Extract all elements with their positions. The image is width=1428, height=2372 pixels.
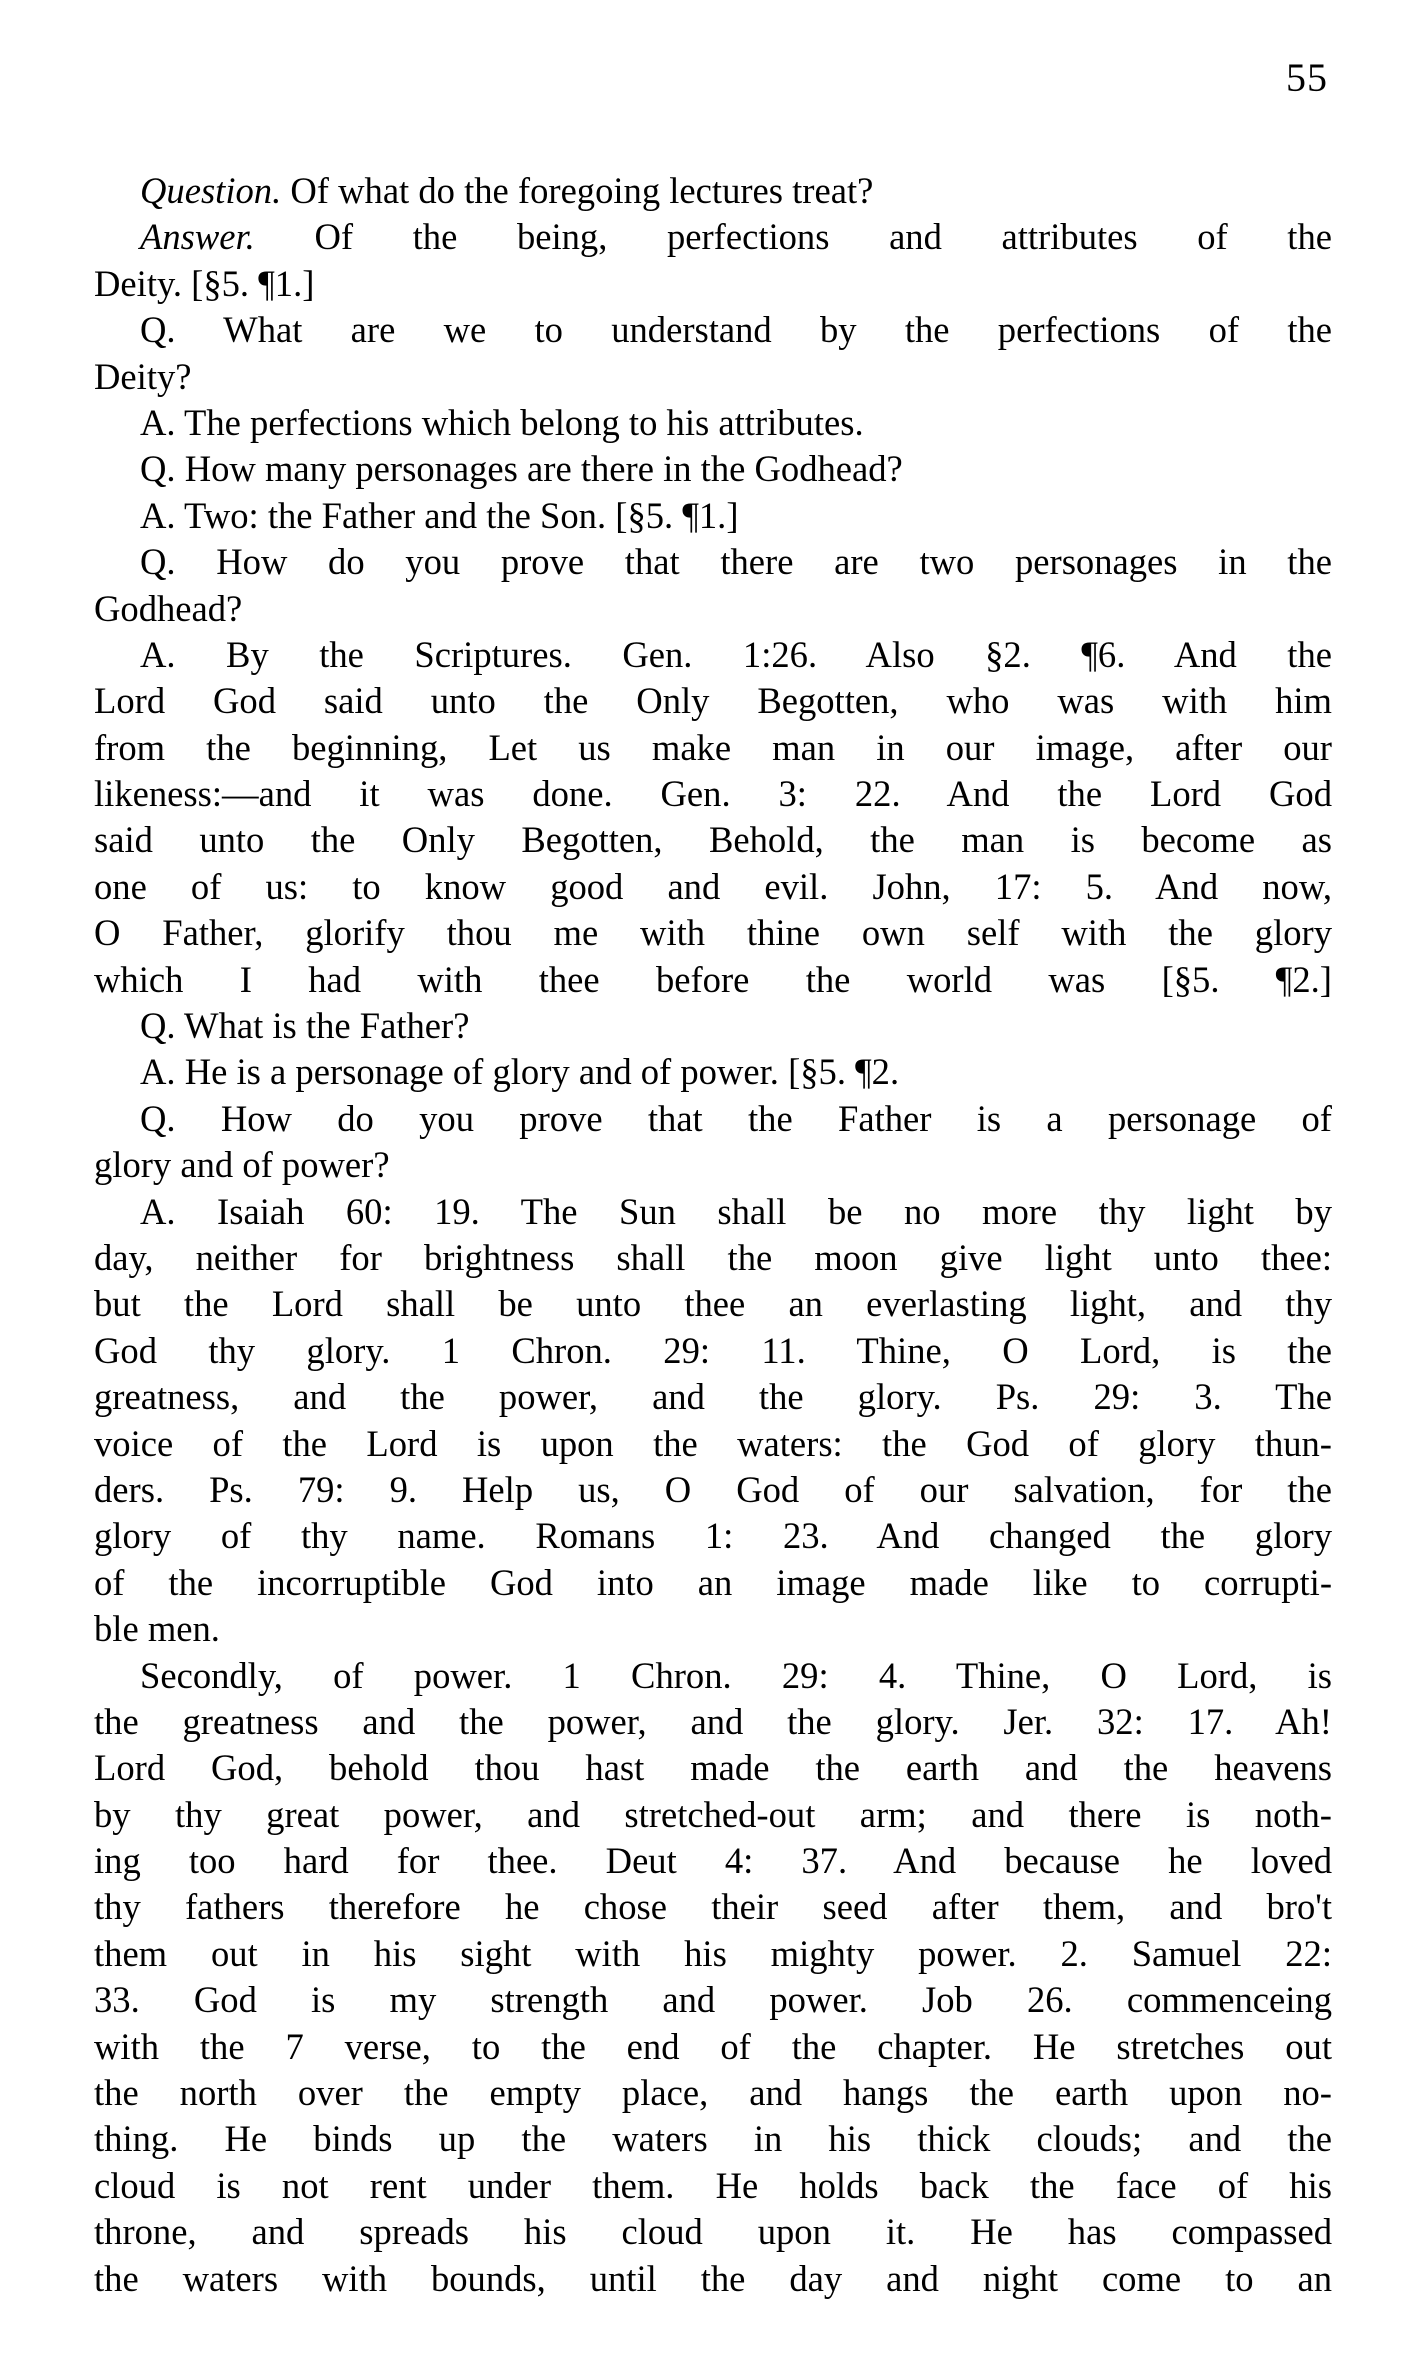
text-line — [94, 1189, 1332, 1235]
line-text: Godhead? — [94, 587, 243, 629]
line-text: Lord God, behold thou hast made the earth and the heavens — [94, 1747, 1332, 1789]
line-lead-label: Answer. — [140, 216, 255, 258]
text-line — [94, 910, 1332, 956]
line-text: throne, and spreads his cloud upon it. He has compassed — [94, 2211, 1332, 2253]
text-line — [94, 1049, 1332, 1095]
text-line — [94, 1421, 1332, 1467]
line-text: Q. What is the Father? — [140, 1005, 470, 1047]
line-text: Lord God said unto the Only Begotten, who was with him — [94, 680, 1332, 722]
line-text: them out in his sight with his mighty power. 2. Samuel 22: — [94, 1932, 1332, 1974]
text-line — [94, 2209, 1332, 2255]
text-line — [94, 493, 1332, 539]
line-text: which I had with thee before the world was [§5. ¶2.] — [94, 958, 1332, 1000]
line-text: the north over the empty place, and hangs the earth upon no- — [94, 2072, 1332, 2114]
text-line — [94, 1699, 1332, 1745]
text-line — [94, 2070, 1332, 2116]
line-text: the greatness and the power, and the glory. Jer. 32: 17. Ah! — [94, 1700, 1332, 1742]
line-text: but the Lord shall be unto thee an everlasting light, and thy — [94, 1283, 1332, 1325]
line-text: Q. How many personages are there in the Godhead? — [140, 448, 903, 490]
text-line — [94, 261, 1332, 307]
text-line — [94, 632, 1332, 678]
text-line — [94, 1374, 1332, 1420]
line-text: thing. He binds up the waters in his thick clouds; and the — [94, 2118, 1332, 2160]
body-text — [94, 168, 1332, 2302]
text-line — [94, 1560, 1332, 1606]
line-text: day, neither for brightness shall the moon give light unto thee: — [94, 1236, 1332, 1278]
line-text: cloud is not rent under them. He holds back the face of his — [94, 2164, 1332, 2206]
text-line — [94, 2116, 1332, 2162]
line-text: A. By the Scriptures. Gen. 1:26. Also §2. ¶6. And the — [140, 633, 1332, 675]
text-line — [94, 168, 1332, 214]
line-text: A. Two: the Father and the Son. [§5. ¶1.] — [140, 494, 739, 536]
line-text: Secondly, of power. 1 Chron. 29: 4. Thine, O Lord, is — [140, 1654, 1332, 1696]
text-line — [94, 1884, 1332, 1930]
text-line — [94, 725, 1332, 771]
text-line — [94, 539, 1332, 585]
text-line — [94, 1281, 1332, 1327]
line-text: Q. How do you prove that the Father is a personage of — [140, 1097, 1332, 1139]
line-text: thy fathers therefore he chose their seed after them, and bro't — [94, 1886, 1332, 1928]
text-line — [94, 1792, 1332, 1838]
text-line — [94, 1606, 1332, 1652]
line-text: Of what do the foregoing lectures treat? — [281, 170, 874, 211]
text-line — [94, 2163, 1332, 2209]
line-text: ders. Ps. 79: 9. Help us, O God of our salvation, for the — [94, 1468, 1332, 1510]
line-text: A. He is a personage of glory and of power. [§5. ¶2. — [140, 1051, 900, 1093]
line-text: said unto the Only Begotten, Behold, the man is become as — [94, 819, 1332, 861]
line-text: ble men. — [94, 1608, 220, 1650]
text-line — [94, 678, 1332, 724]
line-text: glory of thy name. Romans 1: 23. And changed the glory — [94, 1515, 1332, 1557]
line-text: Of the being, perfections and attributes of the — [254, 216, 1332, 258]
line-text: ing too hard for thee. Deut 4: 37. And because he loved — [94, 1840, 1332, 1882]
text-line — [94, 586, 1332, 632]
line-text: God thy glory. 1 Chron. 29: 11. Thine, O Lord, is the — [94, 1329, 1332, 1371]
text-line — [94, 1653, 1332, 1699]
text-line — [94, 446, 1332, 492]
text-line — [94, 771, 1332, 817]
line-text: Q. What are we to understand by the perfections of the — [140, 309, 1332, 351]
text-line — [94, 1003, 1332, 1049]
text-line — [94, 1513, 1332, 1559]
line-text: likeness:—and it was done. Gen. 3: 22. And the Lord God — [94, 773, 1332, 815]
line-text: O Father, glorify thou me with thine own self with the glory — [94, 912, 1332, 954]
line-text: with the 7 verse, to the end of the chapter. He stretches out — [94, 2025, 1332, 2067]
line-text: one of us: to know good and evil. John, 17: 5. And now, — [94, 865, 1332, 907]
text-line — [94, 817, 1332, 863]
text-line — [94, 400, 1332, 446]
line-text: A. The perfections which belong to his attributes. — [140, 401, 864, 443]
text-line — [94, 1096, 1332, 1142]
text-line — [94, 2024, 1332, 2070]
line-text: glory and of power? — [94, 1144, 390, 1186]
text-line — [94, 864, 1332, 910]
line-text: 33. God is my strength and power. Job 26. commenceing — [94, 1979, 1332, 2021]
text-line — [94, 354, 1332, 400]
line-lead-label: Question. — [140, 170, 282, 211]
text-line — [94, 1931, 1332, 1977]
text-line — [94, 1977, 1332, 2023]
line-text: Q. How do you prove that there are two personages in the — [140, 541, 1332, 583]
line-text: the waters with bounds, until the day and night come to an — [94, 2257, 1332, 2299]
text-line — [94, 1235, 1332, 1281]
text-line — [94, 957, 1332, 1003]
text-line — [94, 1328, 1332, 1374]
text-line — [94, 1745, 1332, 1791]
line-text: by thy great power, and stretched-out arm; and there is noth- — [94, 1793, 1332, 1835]
line-text: from the beginning, Let us make man in our image, after our — [94, 726, 1332, 768]
text-line — [94, 307, 1332, 353]
line-text: A. Isaiah 60: 19. The Sun shall be no more thy light by — [140, 1190, 1332, 1232]
line-text: greatness, and the power, and the glory. Ps. 29: 3. The — [94, 1376, 1332, 1418]
line-text: voice of the Lord is upon the waters: the God of glory thun- — [94, 1422, 1332, 1464]
text-line — [94, 1142, 1332, 1188]
line-text: Deity? — [94, 355, 192, 397]
text-line — [94, 1838, 1332, 1884]
page-number: 55 — [1286, 55, 1328, 100]
text-line — [94, 2256, 1332, 2302]
line-text: of the incorruptible God into an image made like to corrupti- — [94, 1561, 1332, 1603]
line-text: Deity. [§5. ¶1.] — [94, 262, 315, 304]
text-line — [94, 1467, 1332, 1513]
text-line — [94, 214, 1332, 260]
